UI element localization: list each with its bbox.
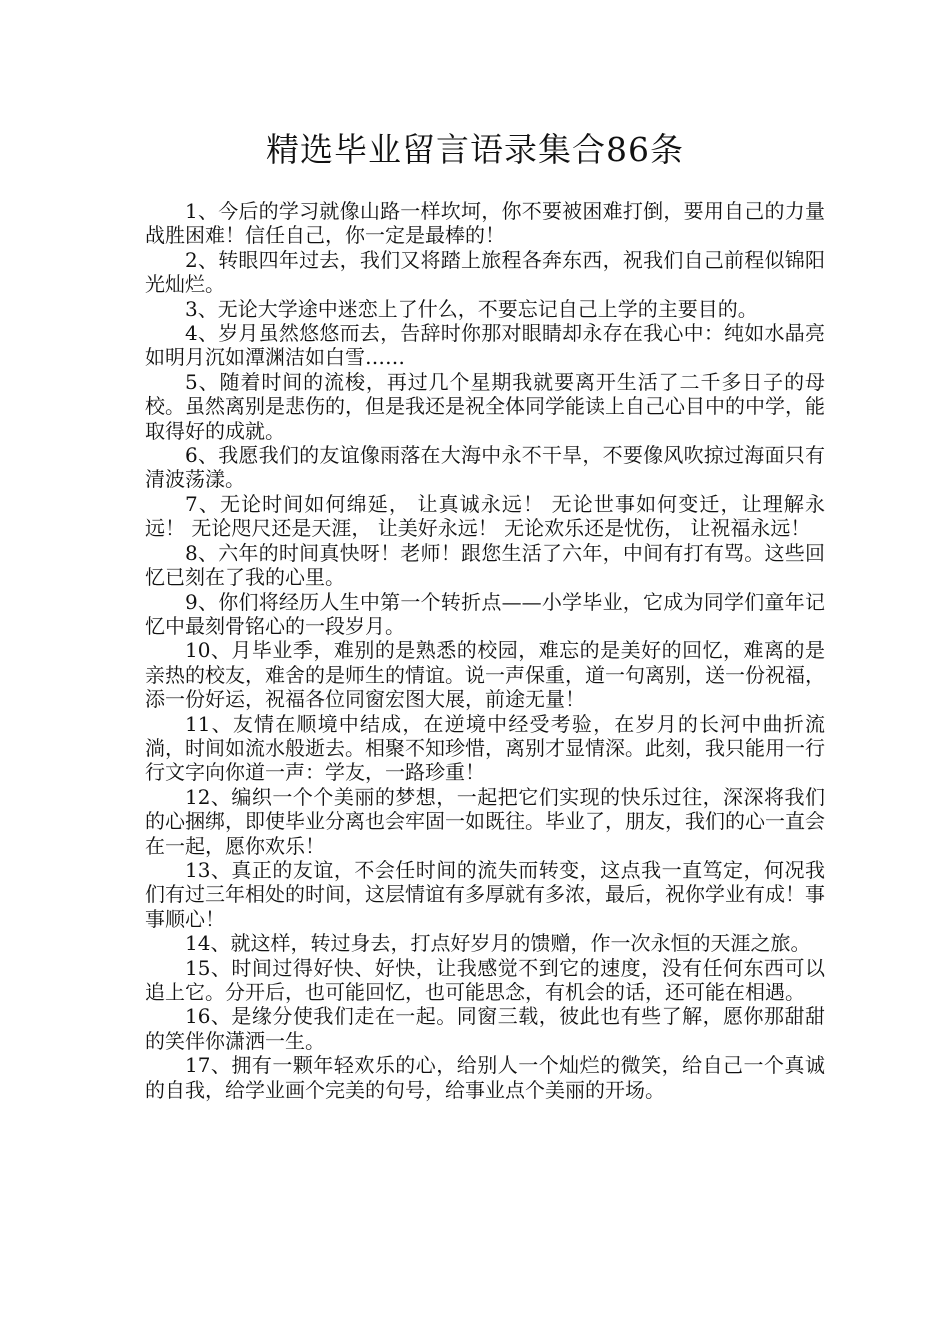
paragraph-2: 2、转眼四年过去，我们又将踏上旅程各奔东西，祝我们自己前程似锦阳光灿烂。 <box>145 247 825 297</box>
paragraph-3: 3、无论大学途中迷恋上了什么，不要忘记自己上学的主要目的。 <box>185 296 758 321</box>
document-title: 精选毕业留言语录集合86条 <box>266 130 684 169</box>
paragraph-6: 6、我愿我们的友谊像雨落在大海中永不干旱，不要像风吹掠过海面只有清波荡漾。 <box>145 443 825 492</box>
paragraph-15: 15、时间过得好快、好快，让我感觉不到它的速度，没有任何东西可以追上它。分开后，也可能回忆，也可能思念，有机会的话，还可能在相遇。 <box>145 955 825 1004</box>
paragraph-17: 17、拥有一颗年轻欢乐的心，给别人一个灿烂的微笑，给自己一个真诚的自我，给学业画个完美的句号，给事业点个美丽的开场。 <box>145 1053 825 1102</box>
paragraph-10: 10、月毕业季，难别的是熟悉的校园，难忘的是美好的回忆，难离的是亲热的校友，难舍的是师生的情谊。说一声保重，道一句离别，送一份祝福，添一份好运，祝福各位同窗宏图大展，前途无量！ <box>145 638 825 712</box>
document-body <box>145 199 825 1102</box>
paragraph-9: 9、你们将经历人生中第一个转折点——小学毕业，它成为同学们童年记忆中最刻骨铭心的一段岁月。 <box>145 589 825 638</box>
paragraph-7: 7、无论时间如何绵延， 让真诚永远！ 无论世事如何变迁，让理解永远！ 无论咫尺还是天涯， 让美好永远！ 无论欢乐还是忧伤， 让祝福永远！ <box>145 491 825 541</box>
paragraph-5: 5、随着时间的流梭，再过几个星期我就要离开生活了二千多日子的母校。虽然离别是悲伤的，但是我还是祝全体同学能读上自己心目中的中学，能取得好的成就。 <box>145 369 825 443</box>
paragraph-13: 13、真正的友谊，不会任时间的流失而转变，这点我一直笃定，何况我们有过三年相处的时间，这层情谊有多厚就有多浓，最后，祝你学业有成！事事顺心！ <box>145 857 825 931</box>
paragraph-11: 11、友情在顺境中结成，在逆境中经受考验，在岁月的长河中曲折流淌，时间如流水般逝去。相聚不知珍惜，离别才显情深。此刻，我只能用一行行文字向你道一声：学友，一路珍重！ <box>145 711 825 785</box>
paragraph-14: 14、就这样，转过身去，打点好岁月的馈赠，作一次永恒的天涯之旅。 <box>185 931 811 956</box>
paragraph-8: 8、六年的时间真快呀！老师！跟您生活了六年，中间有打有骂。这些回忆已刻在了我的心里。 <box>145 540 825 590</box>
paragraph-4: 4、岁月虽然悠悠而去，告辞时你那对眼睛却永存在我心中：纯如水晶亮如明月沉如潭渊洁如白雪…… <box>145 321 825 370</box>
paragraph-16: 16、是缘分使我们走在一起。同窗三载，彼此也有些了解，愿你那甜甜的笑伴你潇洒一生。 <box>145 1004 825 1053</box>
paragraph-1: 1、今后的学习就像山路一样坎坷，你不要被困难打倒，要用自己的力量战胜困难！信任自己，你一定是最棒的！ <box>145 199 825 248</box>
paragraph-12: 12、编织一个个美丽的梦想，一起把它们实现的快乐过往，深深将我们的心捆绑，即使毕业分离也会牢固一如既往。毕业了，朋友，我们的心一直会在一起，愿你欢乐！ <box>145 784 825 858</box>
